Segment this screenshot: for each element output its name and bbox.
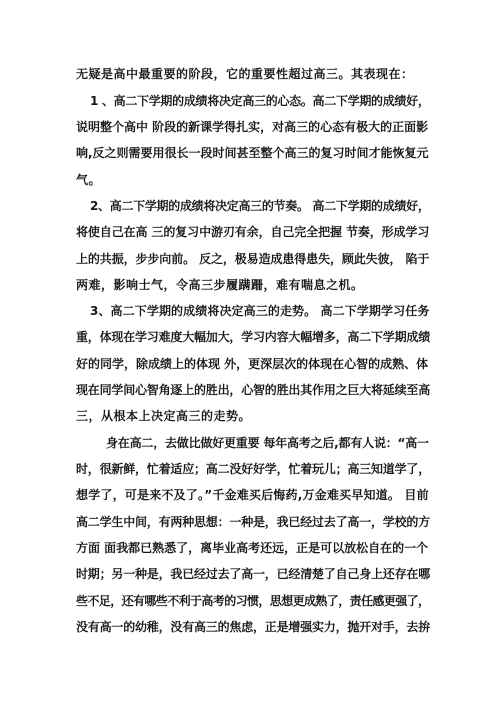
text-line: 说明整个高中 阶段的新课学得扎实，对高三的心态有极大的正面影: [76, 120, 429, 134]
text-line: 想学了，可是来不及了。”千金难买后悔药,万金难买早知道。 目前: [76, 488, 429, 502]
text-line: 好的同学，除成绩上的体现 外，更深层次的体现在心智的成熟、体: [76, 357, 429, 371]
text-line: 上的共振，步步向前。 反之，极易造成患得患失，顾此失彼， 陷于: [76, 252, 430, 266]
text-line: 方面 面我都已熟悉了，离毕业高考还远，正是可以放松自在的一个: [76, 541, 429, 555]
text-line-point-1-start: 1 、高二下学期的成绩将决定高三的心态。高二下学期的成绩好，: [90, 94, 430, 108]
text-line: 没有高一的幼稚，没有高三的焦虑，正是增强实力，抛开对手，去拚: [76, 620, 431, 634]
text-line: 响,反之则需要用很长一段时间甚至整个高三的复习时间才能恢复元: [76, 146, 429, 160]
text-line: 三，从根本上决定高三的走势。: [76, 409, 252, 423]
text-line-intro: 无疑是高中最重要的阶段，它的重要性超过高三。其表现在：: [76, 67, 414, 81]
text-line-paragraph-start: 身在高二，去做比做好更重要 每年高考之后,都有人说：“高一: [106, 436, 429, 450]
text-line: 现在同学间心智角逐上的胜出，心智的胜出其作用之巨大将延续至高: [76, 383, 431, 397]
text-line-point-2-start: 2、高二下学期的成绩将决定高三的节奏。 高二下学期的成绩好，: [90, 199, 430, 213]
text-line: 时，很新鲜，忙着适应；高二没好好学，忙着玩儿；高三知道学了，: [76, 462, 431, 476]
text-line: 将使自己在高 三的复习中游刃有余，自己完全把握 节奏，形成学习: [76, 225, 430, 239]
text-line: 时期；另一种是，我已经过去了高一，已经清楚了自己身上还存在哪: [76, 567, 431, 581]
text-line: 些不足，还有哪些不利于高考的习惯，思想更成熟了，责任感更强了，: [76, 594, 430, 608]
text-line-point-3-start: 3、高二下学期的成绩将决定高三的走势。 高二下学期学习任务: [90, 304, 430, 318]
text-line: 两难，影响士气，令高三步履蹒跚，难有喘息之机。: [76, 278, 364, 292]
text-line: 高二学生中间，有两种思想：一种是，我已经过去了高一，学校的方: [76, 515, 431, 529]
text-line: 重，体现在学习难度大幅加大，学习内容大幅增多，高二下学期成绩: [76, 330, 431, 344]
text-line: 气。: [76, 173, 102, 187]
